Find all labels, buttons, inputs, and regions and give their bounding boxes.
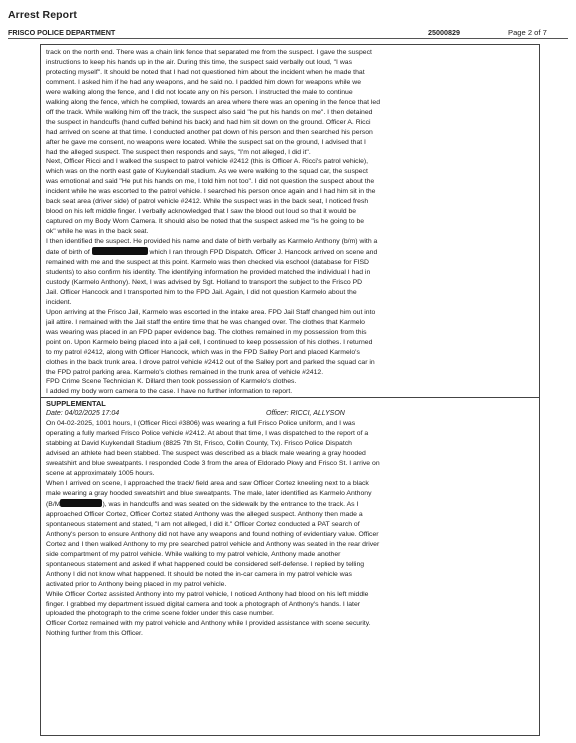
text-line: had arrived on scene at that time. I conducted another pat down of his person and then searched his person <box>46 128 373 136</box>
text-line: incident while he was escorted to the patrol vehicle. I searched his person once again and I had him sit in the <box>46 188 376 196</box>
narrative-section <box>41 45 539 397</box>
page-indicator: Page 2 of 7 <box>508 28 547 37</box>
supplemental-section <box>41 398 539 639</box>
text-line: walking along the fence, which he complied, towards an area where there was an opening in the fence that led <box>46 98 381 106</box>
department-name: FRISCO POLICE DEPARTMENT <box>8 28 116 37</box>
text-line: date of birth of which I ran through FPD Dispatch. Officer J. Hancock arrived on scene and <box>46 249 378 257</box>
text-line: incident. <box>46 298 72 306</box>
text-line: students) to also confirm his identity. The identifying information he provided matched the individual I had in <box>46 268 371 276</box>
text-line: finger. I grabbed my department issued digital camera and took a photograph of Anthony's hands. I later <box>46 600 361 608</box>
text-line: was wearing was placed in an FPD paper evidence bag. The clothes remained in my possession from this <box>46 328 367 336</box>
supplemental-officer: Officer: RICCI, ALLYSON <box>266 410 345 418</box>
text-line: after he gave me consent, no weapons were located. While the suspect sat on the ground, I advised that I <box>46 138 366 146</box>
text-line: had the alleged suspect. The suspect then responds and says, "I'm not alleged, I did it". <box>46 148 311 156</box>
text-line: ok" while he was in the back seat. <box>46 228 149 236</box>
case-number: 25000829 <box>428 28 460 37</box>
redaction-bar <box>92 247 148 255</box>
supplemental-meta <box>46 409 535 419</box>
text-line: Upon arriving at the Frisco Jail, Karmelo was escorted in the intake area. FPD Jail Staff changed him out into <box>46 308 376 316</box>
text-line: Cortez and I then walked Anthony to my pre searched patrol vehicle and Anthony was seated in the rear driver <box>46 540 380 548</box>
text-line: advised an athlete had been stabbed. The suspect was described as a black male wearing a gray hooded <box>46 450 366 458</box>
text-line: clothes in the back trunk area. I drove patrol vehicle #2412 out of the Salley port and parked the squad car in <box>46 358 375 366</box>
supplemental-date: Date: 04/02/2025 17:04 <box>46 410 120 418</box>
text-line: When I arrived on scene, I approached the track/ field area and saw Officer Cortez kneeling next to a black <box>46 480 369 488</box>
text-line: approached Officer Cortez, Officer Cortez stated Anthony was the alleged suspect. Anthony then made a <box>46 510 363 518</box>
text-line: Nothing further from this Officer. <box>46 630 143 638</box>
text-line: which was on the north east gate of Kuykendall stadium. As we were walking to the squad car, the suspect <box>46 168 368 176</box>
text-line: was emotional and said "He put his hands on me, I told him not too". I did not question the suspect about the <box>46 178 375 186</box>
text-line: to my patrol #2412, along with Officer Hancock, which was in the FPD Salley Port and placed Karmelo's <box>46 348 360 356</box>
report-body <box>40 44 540 736</box>
text-line: Anthony I did not know what happened. It should be noted the in-car camera in my patrol vehicle was <box>46 570 352 578</box>
text-line: spontaneous statement and asked if what happened could be considered self-defense. I replied by telling <box>46 560 365 568</box>
text-line: captured on my Body Worn Camera. It should also be noted that the suspect asked me "is he going to be <box>46 218 365 226</box>
text-line: operating a fully marked Frisco Police vehicle #2412. At about that time, I was dispatched to the report of a <box>46 430 369 438</box>
text-line: jail attire. I remained with the Jail staff the entire time that he was changed over. The clothes that Karmelo <box>46 318 365 326</box>
text-line: track on the north end. There was a chain link fence that separated me from the suspect. I gave the suspect <box>46 49 372 56</box>
text-line: Officer Cortez remained with my patrol vehicle and Anthony while I provided assistance with scene security. <box>46 620 371 628</box>
text-line: instructions to keep his hands up in the air. During this time, the suspect said verbally out loud, "I was <box>46 58 352 66</box>
header-divider <box>8 38 568 39</box>
text-line: scene at approximately 1005 hours. <box>46 470 155 478</box>
text-line: custody (Karmelo Anthony). Next, I was advised by Sgt. Holland to transport the subject to the Frisco PD <box>46 278 363 286</box>
text-line: male wearing a gray hooded sweatshirt and blue sweatpants. The male, later identified as Karmelo Anthony <box>46 490 372 498</box>
text-line: On 04-02-2025, 1001 hours, I (Officer Ricci #3806) was wearing a full Frisco Police uniform, and I was <box>46 420 356 428</box>
text-line: the FPD patrol parking area. Karmelo's clothes remained in the trunk area of vehicle #2412. <box>46 368 324 376</box>
report-title: Arrest Report <box>8 9 77 21</box>
text-line: blood on his left middle finger. I verbally acknowledged that I saw the blood out loud so that it would be <box>46 208 357 216</box>
text-line: While Officer Cortez assisted Anthony into my patrol vehicle, I noticed Anthony had blood on his left middle <box>46 590 369 598</box>
text-line: were walking along the fence, and I did not locate any on his person. I instructed the male to continue <box>46 88 353 96</box>
supplemental-heading: SUPPLEMENTAL <box>46 399 106 409</box>
text-line: point on. Upon Karmelo being placed into a jail cell, I continued to keep possession of his clothes. I returned <box>46 338 373 346</box>
text-line: activated prior to Anthony being placed in my patrol vehicle. <box>46 580 227 588</box>
text-line: (B/M ), was in handcuffs and was seated on the sidewalk by the entrance to the track. As I <box>46 500 359 508</box>
supplemental-text <box>46 419 535 639</box>
text-line: comment. I asked him if he had any weapons, and he said no. I padded him down for weapons while we <box>46 78 361 86</box>
text-line: Next, Officer Ricci and I walked the suspect to patrol vehicle #2412 (this is Officer A. Ricci's patrol vehicle), <box>46 158 369 166</box>
text-line: side compartment of my patrol vehicle. While walking to my patrol vehicle, Anthony made another <box>46 550 341 558</box>
redaction-bar <box>60 499 102 507</box>
text-line: Jail. Officer Hancock and I transported him to the FPD Jail. Again, I did not question Karmelo about the <box>46 288 357 296</box>
text-line: I added my body worn camera to the case. I have no further information to report. <box>46 388 293 396</box>
text-line: FPD Crime Scene Technician K. Dillard then took possession of Karmelo's clothes. <box>46 378 297 386</box>
text-line: protecting myself". It should be noted that I had not questioned him about the incident when he made that <box>46 68 365 76</box>
text-line: I then identified the suspect. He provided his name and date of birth verbally as Karmelo Anthony (b/m) with a <box>46 238 378 246</box>
text-line: sweatshirt and blue sweatpants. I responded Code 3 from the area of Eldorado Pkwy and Frisco St. I arrive on <box>46 460 380 468</box>
text-line: remained with me and the suspect at this point. Karmelo was then checked via eschool (database for FISD <box>46 259 369 267</box>
text-line: stabbing at David Kuykendall Stadium (8825 7th St, Frisco, Collin County, Tx). Frisco Police Dispatch <box>46 440 352 448</box>
text-line: uploaded the photograph to the crime scene folder under this case number. <box>46 610 274 618</box>
text-line: the suspect in handcuffs (hand cuffed behind his back) and had him sit down on the ground. Officer A. Ricci <box>46 118 371 126</box>
text-line: spontaneous statement and stated, "I am not alleged, I did it." Officer Cortez conducted a PAT search of <box>46 520 360 528</box>
text-line: back seat area (driver side) of patrol vehicle #2412. While the suspect was in the back seat, I noticed fresh <box>46 198 369 206</box>
text-line: off the track. While walking him off the track, the suspect also said "he put his hands on me". I then detained <box>46 108 373 116</box>
text-line: Anthony's person to ensure Anthony did not have any weapons and found nothing of evidentiary value. Officer <box>46 530 379 538</box>
